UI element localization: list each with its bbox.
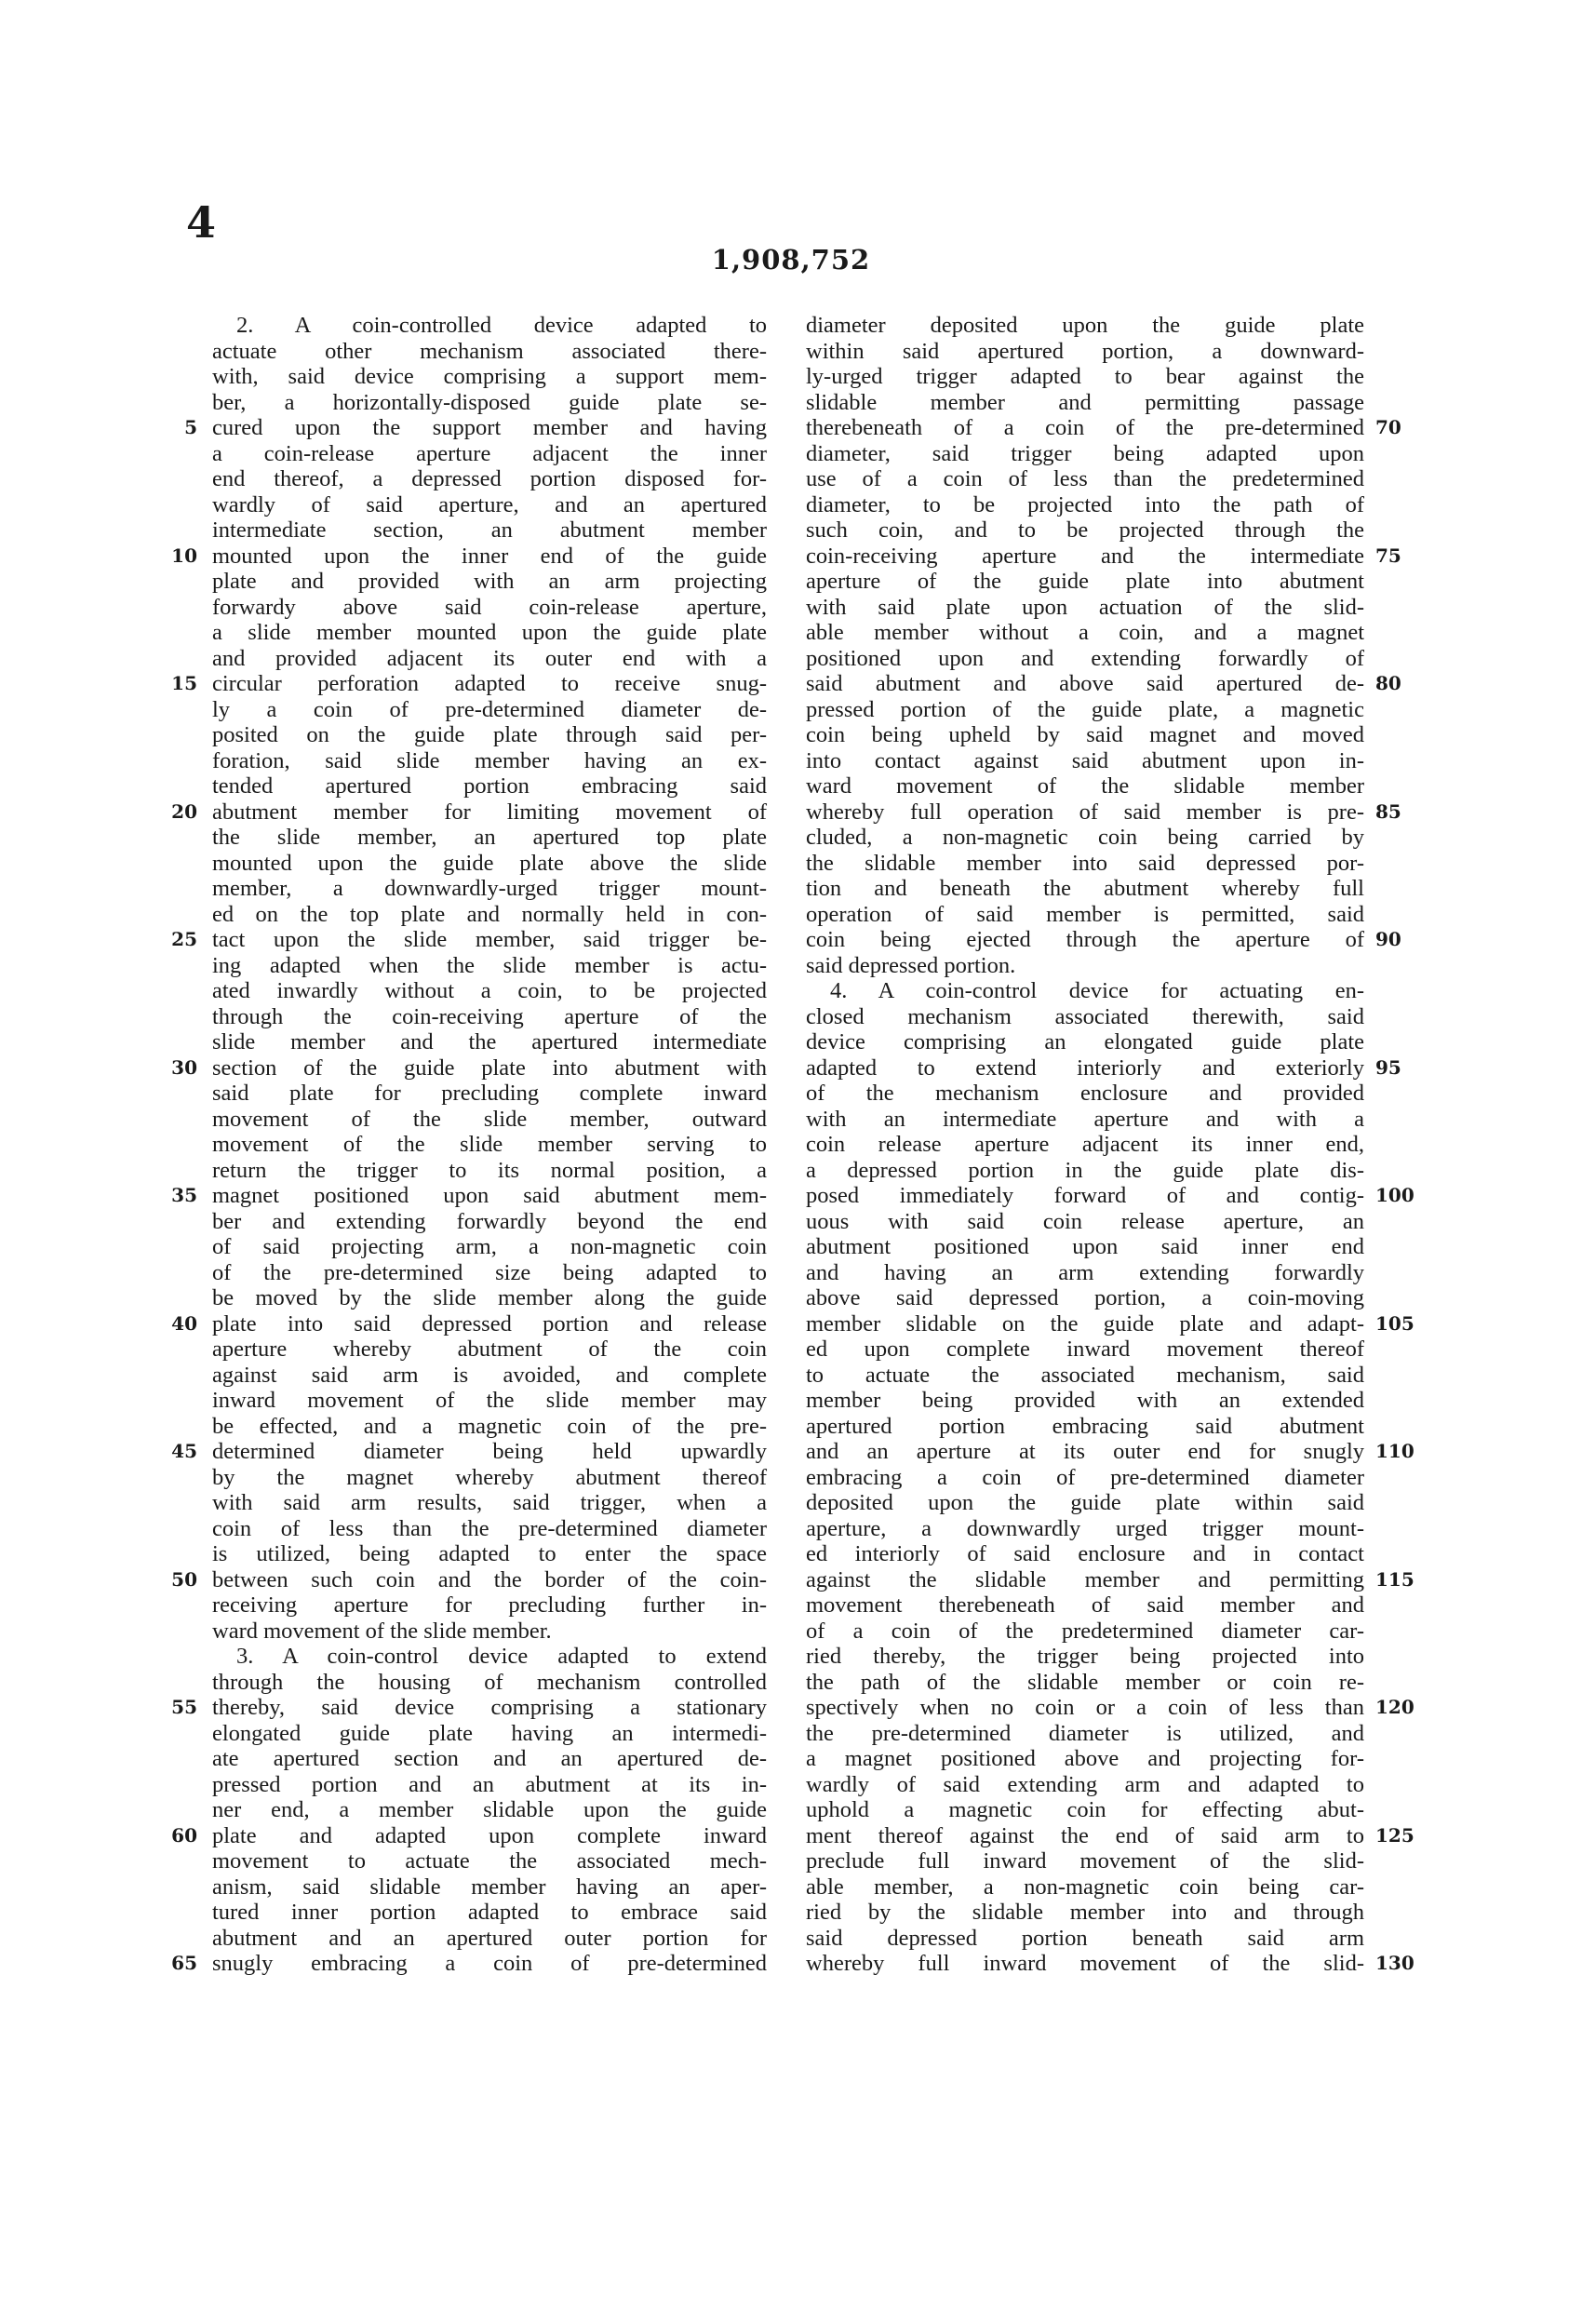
text-line: tion and beneath the abutment whereby full — [806, 876, 1364, 901]
text-line: anism, said slidable member having an aper- — [212, 1874, 767, 1900]
text-line: snugly embracing a coin of pre-determined — [212, 1951, 767, 1976]
line-number: 40 — [171, 1311, 197, 1335]
text-line: movement to actuate the associated mech- — [212, 1848, 767, 1874]
text-line: tact upon the slide member, said trigger be- — [212, 927, 767, 952]
text-line: slide member and the apertured intermediate — [212, 1029, 767, 1055]
text-line: a coin-release aperture adjacent the inner — [212, 440, 767, 466]
text-line: diameter deposited upon the guide plate — [806, 313, 1364, 338]
text-line: mounted upon the inner end of the guide — [212, 543, 767, 569]
text-line: preclude full inward movement of the slid- — [806, 1848, 1364, 1874]
text-line: through the coin-receiving aperture of the — [212, 1003, 767, 1029]
text-line: posed immediately forward of and contig- — [806, 1183, 1364, 1208]
text-line: plate and provided with an arm projecting — [212, 569, 767, 594]
text-line: of said projecting arm, a non-magnetic coin — [212, 1234, 767, 1259]
text-line: mounted upon the guide plate above the slide — [212, 850, 767, 876]
text-line: aperture, a downwardly urged trigger mount- — [806, 1515, 1364, 1541]
text-line: use of a coin of less than the predetermined — [806, 466, 1364, 491]
line-number: 115 — [1375, 1567, 1414, 1591]
text-line: the pre-determined diameter is utilized, and — [806, 1720, 1364, 1746]
text-line: adapted to extend interiorly and exteriorly — [806, 1055, 1364, 1081]
text-line: inward movement of the slide member may — [212, 1388, 767, 1413]
line-number: 85 — [1375, 799, 1401, 823]
text-line: therebeneath of a coin of the pre-determined — [806, 415, 1364, 440]
text-line: a depressed portion in the guide plate dis- — [806, 1157, 1364, 1183]
text-line: posited on the guide plate through said per- — [212, 722, 767, 747]
text-line: uphold a magnetic coin for effecting abut- — [806, 1797, 1364, 1822]
text-line: abutment member for limiting movement of — [212, 799, 767, 825]
text-line: apertured portion embracing said abutment — [806, 1413, 1364, 1439]
text-line: between such coin and the border of the coin- — [212, 1566, 767, 1592]
text-line: coin being ejected through the aperture of — [806, 927, 1364, 952]
text-line: tured inner portion adapted to embrace said — [212, 1900, 767, 1925]
text-line: pressed portion and an abutment at its in- — [212, 1771, 767, 1797]
text-line: movement of the slide member serving to — [212, 1132, 767, 1157]
line-number: 80 — [1375, 672, 1401, 694]
text-line: a magnet positioned above and projecting for- — [806, 1746, 1364, 1771]
text-line: ner end, a member slidable upon the guide — [212, 1797, 767, 1822]
text-line: against said arm is avoided, and complete — [212, 1362, 767, 1388]
text-line: aperture whereby abutment of the coin — [212, 1337, 767, 1362]
line-number: 10 — [171, 544, 197, 567]
text-line: said depressed portion. — [806, 952, 1016, 978]
text-line: and provided adjacent its outer end with a — [212, 645, 767, 671]
text-line: thereby, said device comprising a stationary — [212, 1695, 767, 1720]
text-line: ried thereby, the trigger being projected into — [806, 1644, 1364, 1669]
text-line: the slidable member into said depressed por- — [806, 850, 1364, 876]
text-line: ly a coin of pre-determined diameter de- — [212, 696, 767, 722]
text-line: operation of said member is permitted, said — [806, 901, 1364, 927]
line-number: 65 — [171, 1952, 197, 1974]
text-line: be effected, and a magnetic coin of the pre- — [212, 1413, 767, 1439]
text-line: ward movement of the slidable member — [806, 773, 1364, 799]
text-line: be moved by the slide member along the guide — [212, 1285, 767, 1310]
text-line: slidable member and permitting passage — [806, 389, 1364, 415]
text-line: foration, said slide member having an ex- — [212, 747, 767, 773]
text-line: diameter, to be projected into the path of — [806, 491, 1364, 517]
text-line: 3. A coin-control device adapted to extend — [236, 1644, 767, 1669]
text-line: abutment and an apertured outer portion for — [212, 1925, 767, 1951]
text-line: pressed portion of the guide plate, a magnetic — [806, 696, 1364, 722]
text-line: ated inwardly without a coin, to be projected — [212, 978, 767, 1003]
text-line: diameter, said trigger being adapted upon — [806, 440, 1364, 466]
text-line: device comprising an elongated guide plate — [806, 1029, 1364, 1055]
text-line: cluded, a non-magnetic coin being carried by — [806, 825, 1364, 850]
text-line: circular perforation adapted to receive snug- — [212, 671, 767, 696]
text-line: closed mechanism associated therewith, said — [806, 1003, 1364, 1029]
line-number: 90 — [1375, 928, 1401, 950]
text-line: of a coin of the predetermined diameter car- — [806, 1618, 1364, 1644]
text-line: ward movement of the slide member. — [212, 1618, 552, 1644]
line-number: 15 — [171, 672, 197, 694]
patent-number: 1,908,752 — [711, 244, 871, 275]
text-line: section of the guide plate into abutment with — [212, 1055, 767, 1081]
text-line: whereby full operation of said member is pre- — [806, 799, 1364, 825]
text-line: wardly of said extending arm and adapted to — [806, 1771, 1364, 1797]
text-line: abutment positioned upon said inner end — [806, 1234, 1364, 1259]
text-line: above said depressed portion, a coin-moving — [806, 1285, 1364, 1310]
text-line: deposited upon the guide plate within said — [806, 1490, 1364, 1515]
text-line: to actuate the associated mechanism, said — [806, 1362, 1364, 1388]
text-line: ed upon complete inward movement thereof — [806, 1337, 1364, 1362]
text-line: receiving aperture for precluding further in- — [212, 1592, 767, 1618]
text-line: wardly of said aperture, and an apertured — [212, 491, 767, 517]
text-line: such coin, and to be projected through the — [806, 517, 1364, 543]
text-line: said plate for precluding complete inward — [212, 1081, 767, 1106]
line-number: 50 — [171, 1567, 197, 1591]
line-number: 60 — [171, 1823, 197, 1847]
text-line: tended apertured portion embracing said — [212, 773, 767, 799]
text-line: member slidable on the guide plate and adapt- — [806, 1310, 1364, 1337]
line-number: 25 — [171, 928, 197, 950]
text-line: with, said device comprising a support mem- — [212, 364, 767, 389]
text-line: is utilized, being adapted to enter the space — [212, 1541, 767, 1566]
text-line: ly-urged trigger adapted to bear against the — [806, 364, 1364, 389]
text-line: within said apertured portion, a downward- — [806, 338, 1364, 364]
text-line: uous with said coin release aperture, an — [806, 1208, 1364, 1234]
text-line: with an intermediate aperture and with a — [806, 1106, 1364, 1132]
text-line: plate into said depressed portion and release — [212, 1310, 767, 1337]
text-line: end thereof, a depressed portion disposed for- — [212, 466, 767, 491]
text-line: ed interiorly of said enclosure and in contact — [806, 1541, 1364, 1566]
text-line: with said arm results, said trigger, when a — [212, 1490, 767, 1515]
text-line: said depressed portion beneath said arm — [806, 1925, 1364, 1951]
text-line: ing adapted when the slide member is actu- — [212, 952, 767, 978]
text-line: a slide member mounted upon the guide plate — [212, 620, 767, 645]
text-line: 2. A coin-controlled device adapted to — [236, 313, 767, 338]
line-number: 105 — [1375, 1311, 1414, 1335]
text-line: through the housing of mechanism controlled — [212, 1669, 767, 1695]
line-number: 55 — [171, 1696, 197, 1718]
text-line: member, a downwardly-urged trigger mount- — [212, 876, 767, 901]
left-text-column — [212, 313, 767, 1977]
line-number: 95 — [1375, 1055, 1401, 1079]
text-line: coin release aperture adjacent its inner end, — [806, 1132, 1364, 1157]
text-line: the path of the slidable member or coin re- — [806, 1669, 1364, 1695]
text-line: ber and extending forwardly beyond the end — [212, 1208, 767, 1234]
text-line: whereby full inward movement of the slid- — [806, 1951, 1364, 1976]
line-number: 120 — [1375, 1696, 1414, 1718]
text-line: against the slidable member and permitting — [806, 1566, 1364, 1592]
text-line: ed on the top plate and normally held in con- — [212, 901, 767, 927]
text-line: ried by the slidable member into and through — [806, 1900, 1364, 1925]
text-line: spectively when no coin or a coin of less than — [806, 1695, 1364, 1720]
line-number: 45 — [171, 1440, 197, 1462]
text-line: magnet positioned upon said abutment mem- — [212, 1183, 767, 1208]
right-text-column — [806, 313, 1364, 1977]
text-line: return the trigger to its normal position, a — [212, 1157, 767, 1183]
text-line: the slide member, an apertured top plate — [212, 825, 767, 850]
text-line: ber, a horizontally-disposed guide plate se- — [212, 389, 767, 415]
text-line: ate apertured section and an apertured de- — [212, 1746, 767, 1771]
line-number: 125 — [1375, 1823, 1414, 1847]
text-line: plate and adapted upon complete inward — [212, 1822, 767, 1848]
text-line: coin of less than the pre-determined diameter — [212, 1515, 767, 1541]
text-line: of the mechanism enclosure and provided — [806, 1081, 1364, 1106]
text-line: determined diameter being held upwardly — [212, 1439, 767, 1464]
text-line: into contact against said abutment upon in- — [806, 747, 1364, 773]
text-line: actuate other mechanism associated there- — [212, 338, 767, 364]
line-number: 20 — [171, 799, 197, 823]
text-line: embracing a coin of pre-determined diameter — [806, 1464, 1364, 1490]
text-line: 4. A coin-control device for actuating en- — [830, 978, 1364, 1003]
line-number: 100 — [1375, 1184, 1414, 1206]
text-line: elongated guide plate having an intermedi- — [212, 1720, 767, 1746]
line-number: 35 — [171, 1184, 197, 1206]
text-line: by the magnet whereby abutment thereof — [212, 1464, 767, 1490]
text-line: able member without a coin, and a magnet — [806, 620, 1364, 645]
text-line: ment thereof against the end of said arm to — [806, 1822, 1364, 1848]
line-number: 5 — [184, 416, 197, 438]
text-line: with said plate upon actuation of the slid- — [806, 594, 1364, 620]
line-number: 30 — [171, 1055, 197, 1079]
text-line: coin-receiving aperture and the intermediate — [806, 543, 1364, 569]
text-line: coin being upheld by said magnet and moved — [806, 722, 1364, 747]
text-line: movement therebeneath of said member and — [806, 1592, 1364, 1618]
text-line: member being provided with an extended — [806, 1388, 1364, 1413]
text-line: movement of the slide member, outward — [212, 1106, 767, 1132]
text-line: and having an arm extending forwardly — [806, 1259, 1364, 1285]
text-line: cured upon the support member and having — [212, 415, 767, 440]
text-line: positioned upon and extending forwardly of — [806, 645, 1364, 671]
line-number: 130 — [1375, 1952, 1414, 1974]
text-line: aperture of the guide plate into abutment — [806, 569, 1364, 594]
text-line: forwardy above said coin-release aperture, — [212, 594, 767, 620]
text-line: and an aperture at its outer end for snugly — [806, 1439, 1364, 1464]
text-line: intermediate section, an abutment member — [212, 517, 767, 543]
text-line: able member, a non-magnetic coin being car- — [806, 1874, 1364, 1900]
text-line: of the pre-determined size being adapted to — [212, 1259, 767, 1285]
line-number: 110 — [1375, 1440, 1414, 1462]
line-number: 75 — [1375, 544, 1401, 567]
page-number: 4 — [186, 197, 217, 248]
line-number: 70 — [1375, 416, 1401, 438]
text-line: said abutment and above said apertured de- — [806, 671, 1364, 696]
